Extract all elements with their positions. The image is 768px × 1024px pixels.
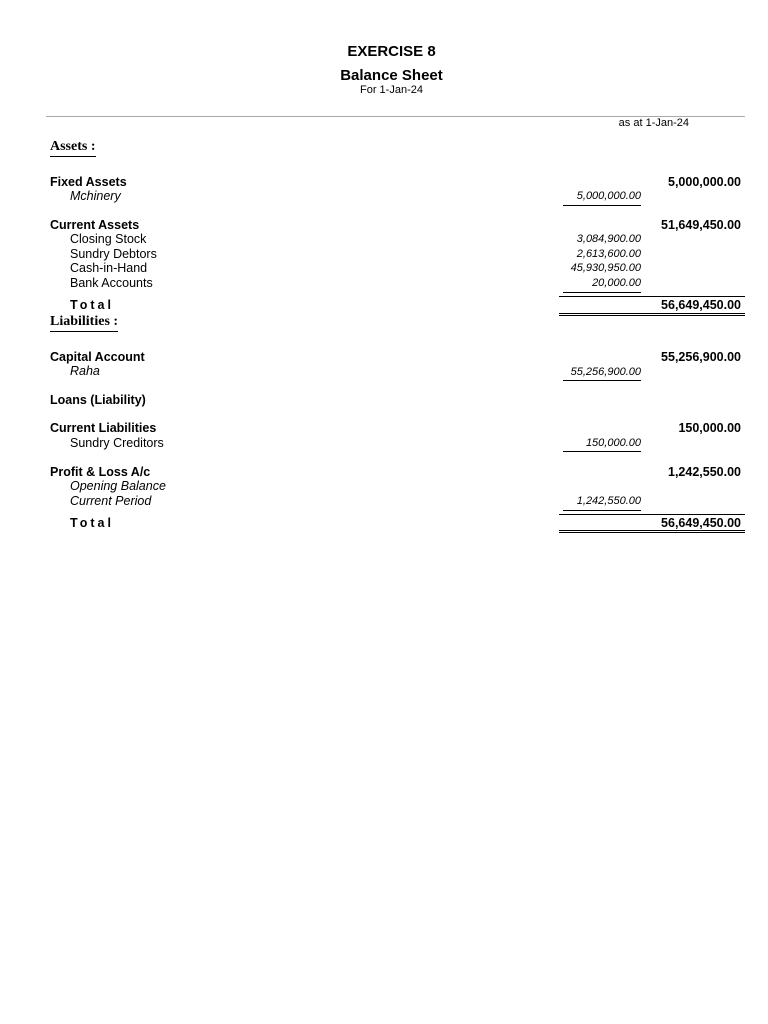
ledger-mchinery: Mchinery	[70, 189, 121, 203]
assets-total-label: Total	[70, 298, 114, 312]
ledger-opening-balance: Opening Balance	[70, 479, 166, 493]
assets-total-amount: 56,649,450.00	[661, 298, 741, 312]
ledger-current-period: Current Period	[70, 494, 152, 508]
liabilities-total-label: Total	[70, 516, 114, 530]
ledger-sundry-debtors-amount: 2,613,600.00	[576, 248, 641, 260]
liabilities-total-top-rule	[559, 514, 745, 515]
ledger-sundry-debtors: Sundry Debtors	[70, 247, 157, 261]
subtotal-underline	[563, 205, 641, 206]
group-capital-account-total: 55,256,900.00	[661, 350, 741, 364]
subtotal-underline	[563, 292, 641, 293]
assets-total-top-rule	[559, 296, 745, 297]
group-fixed-assets: Fixed Assets	[50, 175, 127, 189]
assets-heading: Assets :	[50, 139, 96, 157]
liabilities-total-double-rule	[559, 530, 745, 533]
group-fixed-assets-total: 5,000,000.00	[668, 175, 741, 189]
group-loans-liability: Loans (Liability)	[50, 393, 146, 407]
ledger-sundry-creditors-amount: 150,000.00	[585, 437, 641, 449]
liabilities-heading: Liabilities :	[50, 314, 118, 332]
subtotal-underline	[563, 451, 641, 452]
assets-total-double-rule	[559, 313, 745, 316]
ledger-closing-stock: Closing Stock	[70, 232, 147, 246]
report-period: For 1-Jan-24	[360, 84, 423, 96]
group-capital-account: Capital Account	[50, 350, 145, 364]
ledger-current-period-amount: 1,242,550.00	[576, 495, 641, 507]
ledger-sundry-creditors: Sundry Creditors	[70, 436, 164, 450]
ledger-bank-accounts-amount: 20,000.00	[592, 277, 641, 289]
column-heading: as at 1-Jan-24	[618, 117, 689, 129]
ledger-raha-amount: 55,256,900.00	[570, 366, 641, 378]
group-profit-loss-total: 1,242,550.00	[668, 465, 741, 479]
ledger-cash-in-hand: Cash-in-Hand	[70, 261, 148, 275]
report-title: Balance Sheet	[340, 67, 443, 84]
liabilities-total-amount: 56,649,450.00	[661, 516, 741, 530]
ledger-raha: Raha	[70, 364, 100, 378]
group-profit-loss: Profit & Loss A/c	[50, 465, 151, 479]
group-current-assets-total: 51,649,450.00	[661, 218, 741, 232]
ledger-bank-accounts: Bank Accounts	[70, 276, 153, 290]
subtotal-underline	[563, 380, 641, 381]
subtotal-underline	[563, 510, 641, 511]
company-name: EXERCISE 8	[347, 43, 436, 60]
ledger-closing-stock-amount: 3,084,900.00	[576, 233, 641, 245]
group-current-liabilities: Current Liabilities	[50, 421, 157, 435]
ledger-cash-in-hand-amount: 45,930,950.00	[570, 262, 641, 274]
group-current-liabilities-total: 150,000.00	[678, 421, 741, 435]
group-current-assets: Current Assets	[50, 218, 140, 232]
ledger-mchinery-amount: 5,000,000.00	[576, 190, 641, 202]
